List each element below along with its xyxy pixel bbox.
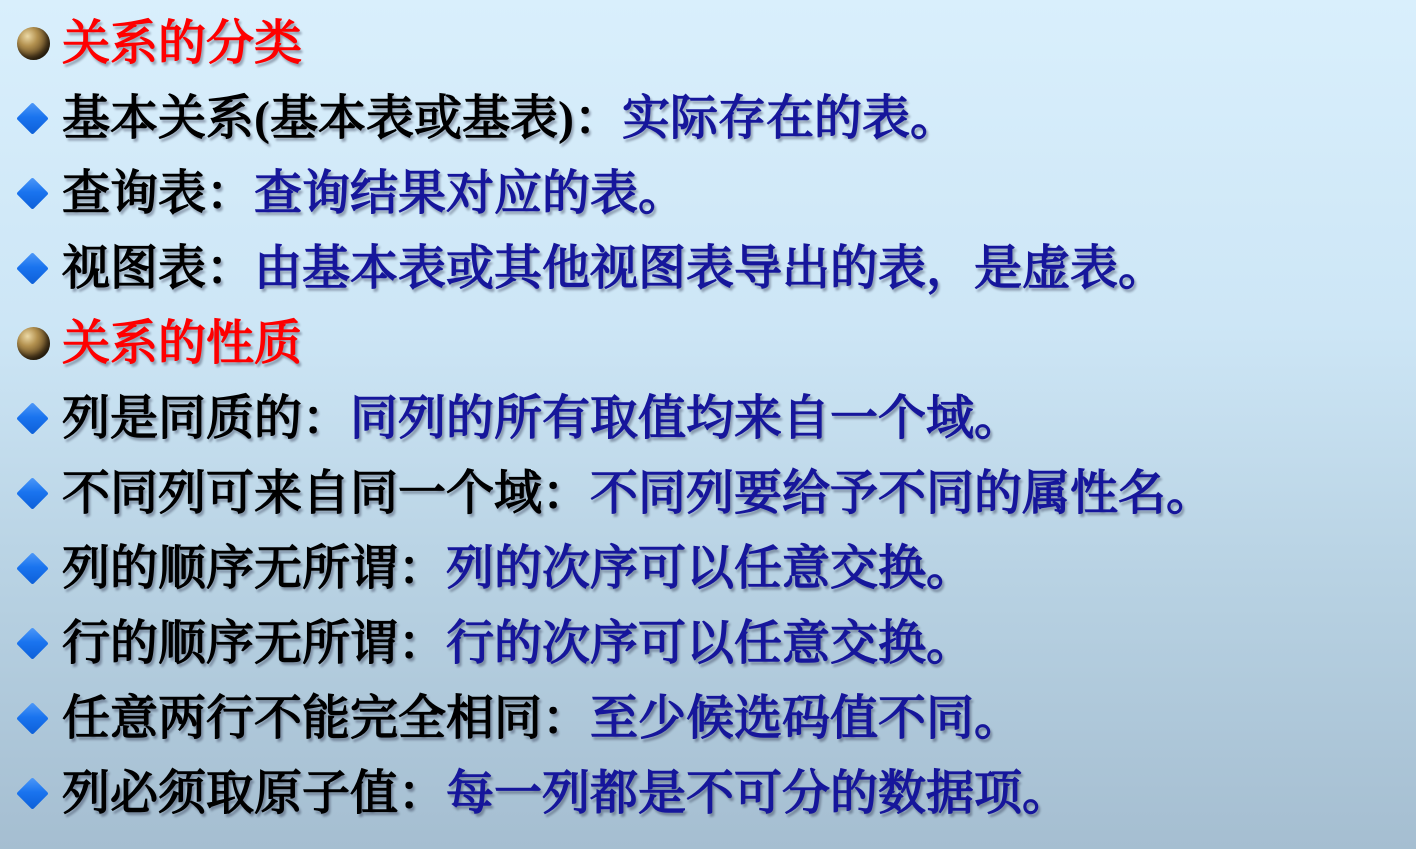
item-label: 列的顺序无所谓：	[62, 541, 447, 595]
item-detail: 由基本表或其他视图表导出的表，是虚表。	[254, 241, 1167, 295]
bullet-line	[14, 606, 1416, 681]
item-detail: 列的次序可以任意交换。	[446, 541, 975, 595]
diamond-bullet-icon	[14, 707, 62, 730]
bullet-line	[14, 156, 1416, 231]
item-detail: 至少候选码值不同。	[590, 691, 1023, 745]
bullet-line	[14, 81, 1416, 156]
item-label: 列是同质的：	[62, 391, 351, 445]
item-detail: 不同列要给予不同的属性名。	[590, 466, 1215, 520]
item-detail: 实际存在的表。	[621, 91, 958, 145]
item-label: 任意两行不能完全相同：	[62, 691, 591, 745]
item-label: 不同列可来自同一个域：	[62, 466, 591, 520]
item-label: 列必须取原子值：	[62, 766, 447, 820]
sphere-bullet-icon	[14, 27, 62, 60]
item-label: 查询表：	[62, 166, 255, 220]
item-label: 视图表：	[62, 241, 255, 295]
section-title: 关系的分类	[62, 16, 303, 70]
bullet-line	[14, 456, 1416, 531]
diamond-bullet-icon	[14, 257, 62, 280]
item-detail: 同列的所有取值均来自一个域。	[350, 391, 1023, 445]
diamond-bullet-icon	[14, 557, 62, 580]
item-detail: 查询结果对应的表。	[254, 166, 687, 220]
section-bullet-line	[14, 6, 1416, 81]
diamond-bullet-icon	[14, 182, 62, 205]
bullet-line	[14, 531, 1416, 606]
sphere-bullet-icon	[14, 327, 62, 360]
bullet-line	[14, 231, 1416, 306]
bullet-line	[14, 756, 1416, 831]
bullet-line	[14, 681, 1416, 756]
diamond-bullet-icon	[14, 107, 62, 130]
diamond-bullet-icon	[14, 407, 62, 430]
item-label: 行的顺序无所谓：	[62, 616, 447, 670]
diamond-bullet-icon	[14, 632, 62, 655]
diamond-bullet-icon	[14, 482, 62, 505]
bullet-line	[14, 381, 1416, 456]
item-label: 基本关系(基本表或基表)：	[62, 91, 622, 145]
item-detail: 每一列都是不可分的数据项。	[446, 766, 1071, 820]
section-bullet-line	[14, 306, 1416, 381]
diamond-bullet-icon	[14, 782, 62, 805]
item-detail: 行的次序可以任意交换。	[446, 616, 975, 670]
section-title: 关系的性质	[62, 316, 303, 370]
